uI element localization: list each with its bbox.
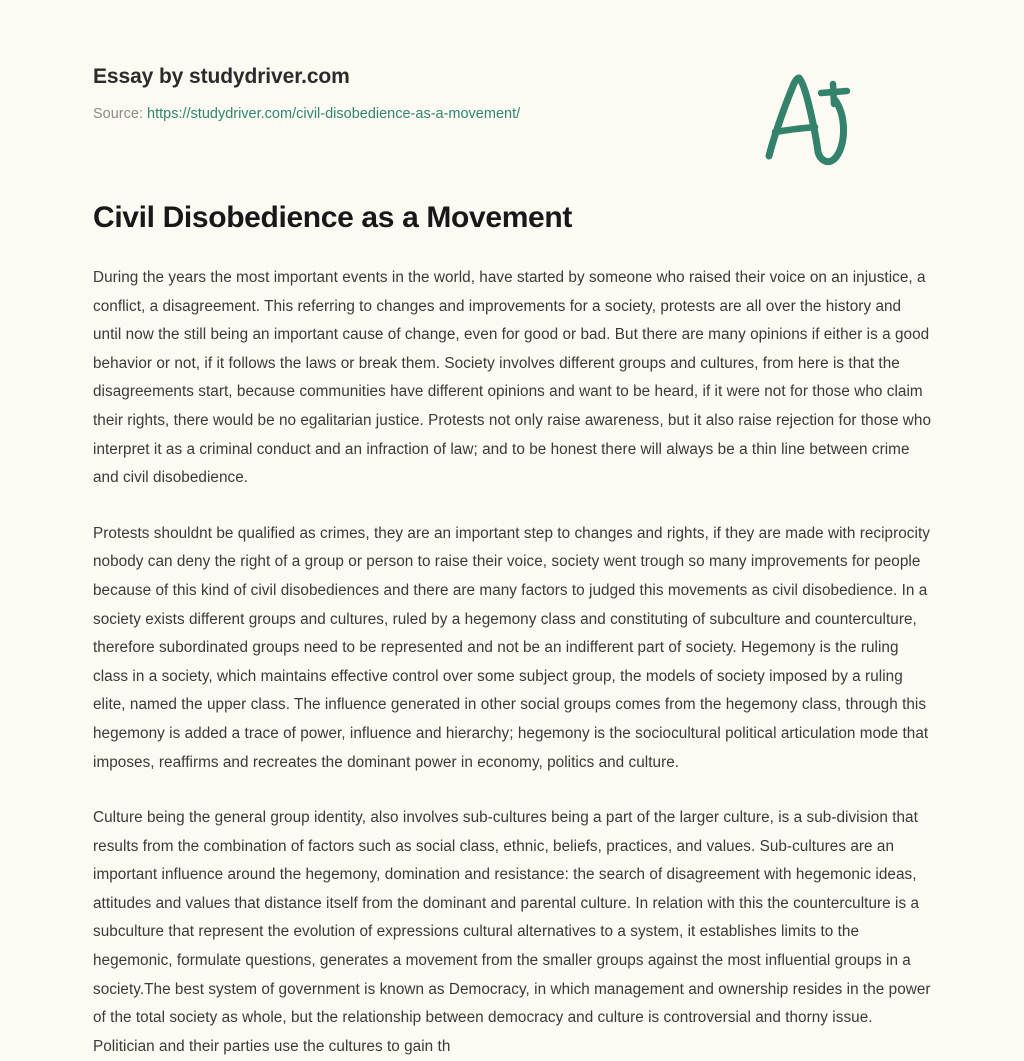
- paragraph: Culture being the general group identity, also involves sub-cultures being a part of the larger culture, is a sub-division that results from the combination of factors such as social class, ethnic, beliefs, practices, and values. Sub-cultures are an important influence around the hegemony, domination and resistance: the search of disagreement with hegemonic ideas, attitudes and values that distance itself from the dominant and parental culture. In relation with this the counterculture is a subculture that represent the evolution of expressions cultural alternatives to a system, it establishes limits to the hegemonic, formulate questions, generates a movement from the smaller groups against the most influential groups in a society.The best system of government is known as Democracy, in which management and ownership resides in the power of the total society as whole, but the relationship between democracy and culture is controversial and thorny issue. Politician and their parties use the cultures to gain th: [93, 809, 931, 1055]
- paragraph: Protests shouldnt be qualified as crimes, they are an important step to changes and rights, if they are made with reciprocity nobody can deny the right of a group or person to raise their voice, society went trough so many improvements for people because of this kind of civil disobediences and there are many factors to judged this movements as civil disobedience. In a society exists different groups and cultures, ruled by a hegemony class and constituting of subculture and counterculture, therefore subordinated groups need to be represented and not be an indifferent part of society. Hegemony is the ruling class in a society, which maintains effective control over some subject group, the models of society imposed by a ruling elite, named the upper class. The influence generated in other social groups comes from the hegemony class, through this hegemony is added a trace of power, influence and hierarchy; hegemony is the sociocultural political articulation mode that imposes, reaffirms and recreates the dominant power in economy, politics and culture.: [93, 524, 930, 771]
- page-title: Civil Disobedience as a Movement: [93, 201, 572, 234]
- source-line: [93, 106, 931, 123]
- source-url-link[interactable]: https://studydriver.com/civil-disobedience-as-a-movement/: [147, 106, 521, 123]
- essay-body: [93, 264, 933, 1061]
- essay-by-heading: Essay by studydriver.com: [93, 65, 350, 88]
- source-label: Source:: [93, 106, 143, 123]
- paragraph: During the years the most important events in the world, have started by someone who raised their voice on an injustice, a conflict, a disagreement. This referring to changes and improvements for a society, protests are all over the history and until now the still being an important cause of change, even for good or bad. But there are many opinions if either is a good behavior or not, if it follows the laws or break them. Society involves different groups and cultures, from here is that the disagreements start, because communities have different opinions and want to be heard, if it were not for those who claim their rights, there would be no egalitarian justice. Protests not only raise awareness, but it also raise rejection for those who interpret it as a criminal conduct and an infraction of law; and to be honest there will always be a thin line between crime and civil disobedience.: [93, 269, 932, 487]
- page-header: [93, 0, 931, 123]
